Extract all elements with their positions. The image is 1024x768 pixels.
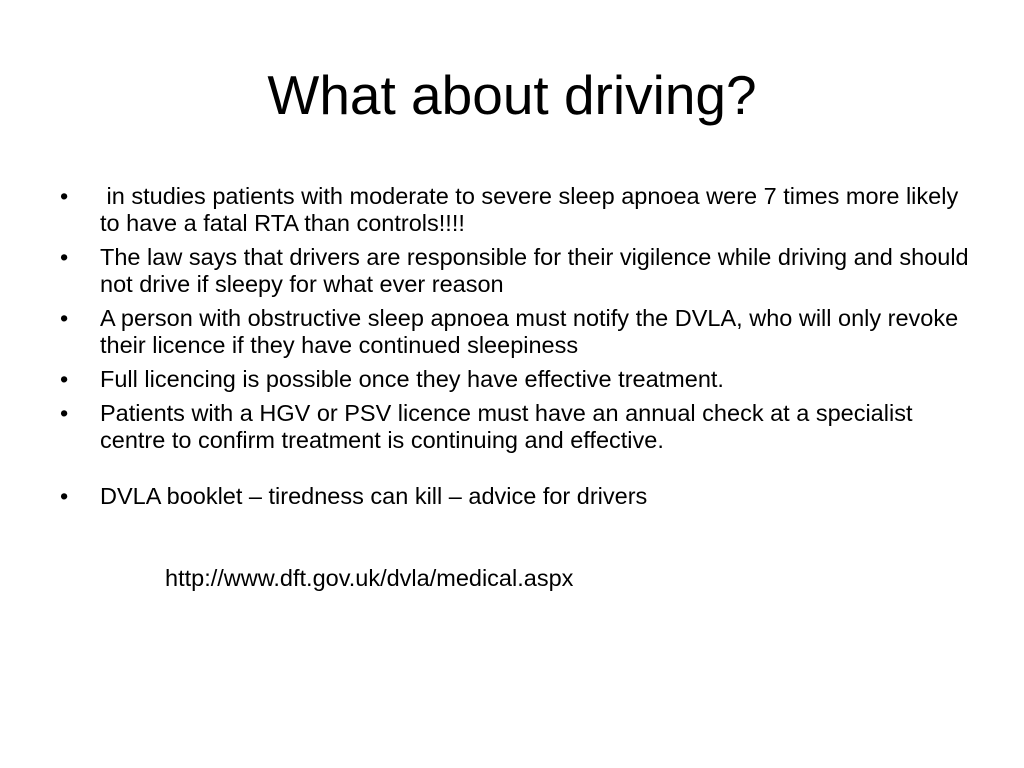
bullet-item [60,366,980,393]
bullet-item [60,183,980,237]
dvla-medical-link[interactable]: http://www.dft.gov.uk/dvla/medical.aspx [165,565,574,591]
bullet-icon: • [60,305,69,331]
bullet-item [60,305,980,359]
bullet-icon: • [60,183,69,209]
bullet-text: DVLA booklet – tiredness can kill – advice for drivers [100,483,648,509]
bullet-text: The law says that drivers are responsible for their vigilence while driving and should not drive if sleepy for what ever reason [100,244,969,297]
bullet-icon: • [60,244,69,270]
bullet-item [60,400,980,454]
bullet-item [60,483,980,510]
bullet-text: A person with obstructive sleep apnoea must notify the DVLA, who will only revoke their licence if they have continued sleepiness [100,305,959,358]
bullet-list [60,183,980,517]
bullet-item [60,244,980,298]
bullet-icon: • [60,483,69,509]
bullet-text: Patients with a HGV or PSV licence must have an annual check at a specialist centre to confirm treatment is continuing and effective. [100,400,913,453]
bullet-text: Full licencing is possible once they have effective treatment. [100,366,724,392]
bullet-text: in studies patients with moderate to severe sleep apnoea were 7 times more likely to have a fatal RTA than controls!!!! [100,183,965,236]
bullet-icon: • [60,400,69,426]
bullet-icon: • [60,366,69,392]
slide-title: What about driving? [267,64,757,126]
